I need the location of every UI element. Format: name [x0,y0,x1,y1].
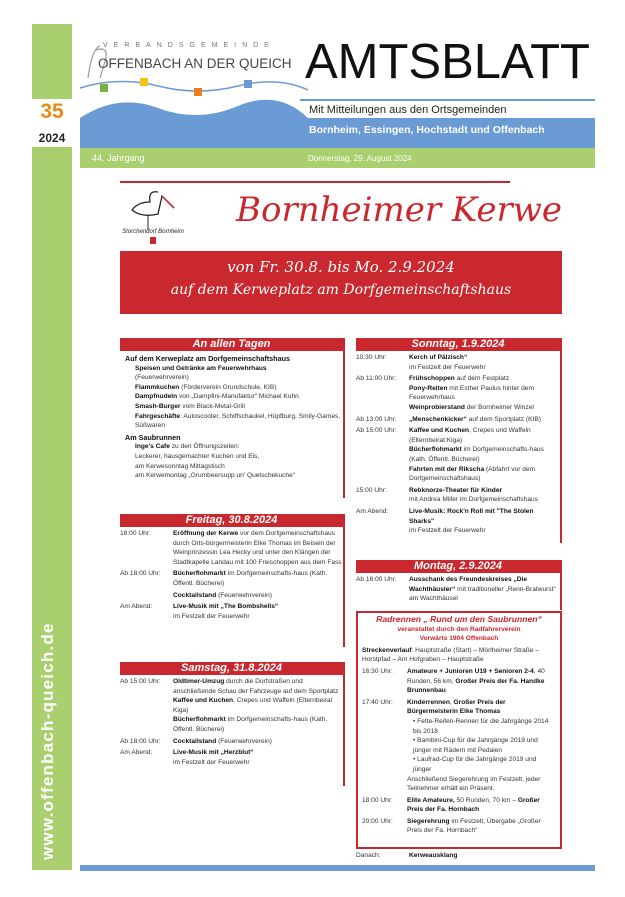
schedule-row: Ab 15:00 Uhr: Kaffee und Kuchen, Crepes und Waffeln (Elternbeirat Kiga) Bücherflohmarkt im Dorfgemeinschafts-haus (Kath. Öffentl. Bücherei) Fahrten mit der Rikscha (Abfahrt vor dem Dorfgemeinschaftshaus) [356,427,544,483]
schedule-row: Ab 15:00 Uhr: Oldtimer-Umzug durch die Dorfstraßen und anschließende Schau der Fahrzeuge auf dem Sportplatz Kaffee und Kuchen, Crepes und Waffeln (Elternbeirat Kiga) Bücherflohmarkt im Dorfgemeinschafts-haus (Kath. Öffentl. Bücherei) [120,678,339,733]
item: Flammkuchen (Förderverein Grundschule, KIB) [135,383,277,391]
issue-year: 2024 [38,131,66,145]
bullet-item: • Fette-Reifen-Rennen für die Jahrgänge 2014 bis 2018 [413,717,549,735]
footer-bar [80,865,595,871]
section-header: Samstag, 31.8.2024 [120,662,343,675]
section-bike-race [356,611,562,849]
item: Dampfnudeln von „Dampfini-Manufaktur“ Michael Kuhn [135,393,299,401]
item: Smash-Burger vom Black-Metal-Grill [135,402,245,410]
schedule-row: Cocktailstand (Feuerwehrverein) [173,591,272,599]
event-place: auf dem Kerweplatz am Dorfgemeinschaftshaus [170,282,512,298]
section-header: Sonntag, 1.9.2024 [356,338,560,351]
schedule-row-danach: Danach: Kerweausklang [356,852,458,859]
storchendorf-logo [122,188,184,246]
bullet-item: • Bambini-Cup für die Jahrgänge 2019 und jünger mit Rädern mit Pedalen [413,737,538,754]
item: (Feuerwehrverein) [135,374,189,382]
vg-label: VERBANDSGEMEINDE [103,42,275,49]
item: Leckerer, hausgemachter Kuchen und Eis, [135,452,260,460]
race-organizer: veranstaltet durch den Radfahrerverein [397,625,521,633]
schedule-row: Ab 16:00 Uhr: Ausschank des Freundeskreises „Die Wachthäusler“ mit traditioneller „Renn-Bratwurst“ am Wachthäusel [356,576,556,603]
item: am Kerwemontag „Grumbeersupp un' Quetschekuche“ [135,472,295,480]
issue-number: 35 [40,100,64,123]
coat-of-arms-icon [150,237,156,244]
event-dates: von Fr. 30.8. bis Mo. 2.9.2024 [227,258,455,276]
vg-name: OFFENBACH AN DER QUEICH [98,56,292,71]
subtitle: Mit Mitteilungen aus den Ortsgemeinden [309,104,507,116]
website-url: www.offenbach-queich.de [38,622,57,860]
sidebar-strip [32,24,72,99]
subheading: Am Saubrunnen [125,432,181,442]
section-all-days [120,338,345,498]
race-route: Streckenverlauf: Hauptstraße (Start) – Mörlheimer Straße – Horstpfad – Am Hofgraben – Hauptstraße [362,646,540,664]
schedule-row: 17:40 Uhr: Kinderrennen, Großer Preis der Bürgermeisterin Elke Thomas • Fette-Reifen-Rennen für die Jahrgänge 2014 bis 2018 • Bambini-Cup für die Jahrgänge 2019 und jünger mit Rädern mit Pedalen • Laufrad-Cup für die Jahrgänge 2019 und jünger Anschließend Siegerehrung im Festzelt, jeder Teilnehmer erhält ein Präsent. [362,698,556,794]
section-header: Freitag, 30.8.2024 [120,514,343,527]
event-title: Bornheimer Kerwe [236,190,563,230]
subheading: Auf dem Kerweplatz am Dorfgemeinschaftshaus [125,354,290,363]
towns: Bornheim, Essingen, Hochstadt und Offenbach [309,124,545,136]
section-monday [356,560,562,610]
stork-icon [128,188,178,230]
race-organizer: Vorwärts 1904 Offenbach [419,635,499,643]
section-sunday [356,338,562,543]
schedule-row: Ab 13:00 Uhr: „Menschenkicker“ auf dem Sportplatz (KIB) [356,415,541,423]
event-banner [120,251,562,314]
section-header: An allen Tagen [120,338,343,351]
schedule-row: 18:00 Uhr: Eröffnung der Kerwe vor dem Dorfgemeinschaftshaus durch Orts-bürgermeisterin Elke Thomas im Beisein der Weinprinzessin Lea Hecky und unter den Klängen der Stadtkapelle Landau mit 100 Freischoppen aus dem Fass [120,530,342,566]
issue-date: Donnerstag, 29. August 2024 [308,154,412,163]
schedule-row: 16:30 Uhr: Amateure + Junioren U19 + Senioren 2-4, 40 Runden, 56 km, Großer Preis der Fa. Handke Brunnenbau [362,667,545,695]
volume: 44. Jahrgang [92,153,145,163]
section-saturday [120,662,345,786]
divider [300,99,595,101]
item: Speisen und Getränke am Feuerwehrhaus [135,364,267,372]
schedule-row: Am Abend: Live-Musik mit „The Bombshells“ im Festzelt der Feuerwehr [120,603,279,620]
section-header: Montag, 2.9.2024 [356,560,560,573]
item: am Kerwesonntag Mittagstisch [135,462,225,470]
schedule-row: 18:00 Uhr: Elite Amateure, 50 Runden, 70 km – Großer Preis der Fa. Hornbach [362,796,540,814]
masthead-title: AMTSBLATT [305,35,590,89]
schedule-row: 15:00 Uhr: Rebknorze-Theater für Kinder mit Andrea Miller im Dorfgemeinschaftshaus [356,486,538,504]
schedule-row: Am Abend: Live-Musik: Rock'n Roll mit "The Stolen Sharks" im Festzelt der Feuerwehr [356,507,534,535]
note: Anschließend Siegerehrung im Festzelt, jeder Teilnehmer erhält ein Präsent. [407,775,541,793]
schedule-row: Ab 11:00 Uhr: Frühschoppen auf dem Festplatz Pony-Reiten mit Esther Paulus hinter dem Feuerwehrhaus Weinprobierstand der Bornheimer Winzer [356,375,535,411]
divider [120,181,510,183]
schedule-row: 10:30 Uhr: Kerch uf Pälzisch“ im Festzelt der Feuerwehr [356,354,486,371]
item: Fahrgeschäfte: Autoscooter, Schiffschaukel, Hüpfburg, Smily-Games, Süßwaren [135,412,341,430]
schedule-row: Ab 18:00 Uhr: Bücherflohmarkt im Dorfgemeinschafts-haus (Kath. Öffentl. Bücherei) [120,570,328,587]
schedule-row: 20:00 Uhr: Siegerehrung im Festzelt, Übergabe „Großer Preis der Fa. Hornbach“ [362,817,541,835]
race-title: Radrennen „ Rund um den Saubrunnen“ [376,614,542,624]
wave-icon [78,100,308,148]
logo-text: Storchendorf Bornheim [122,229,184,235]
schedule-row: Am Abend: Live-Musik mit „Herzblut“ im Festzelt der Feuerwehr [120,749,254,766]
item: Inge's Cafe zu den Öffnungszeiten: [135,443,240,451]
section-friday [120,514,345,647]
schedule-row: Ab 18:00 Uhr: Cocktailstand (Feuerwehrverein) [120,737,272,745]
bullet-item: • Laufrad-Cup für die Jahrgänge 2019 und jünger [413,756,537,773]
